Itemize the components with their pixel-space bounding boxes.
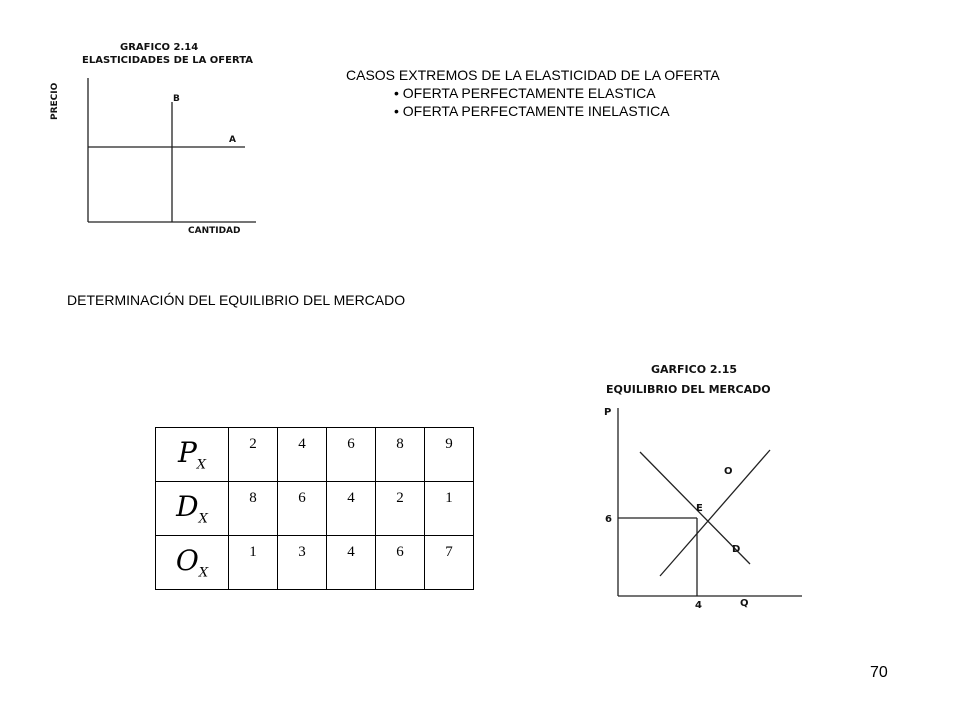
supply-symbol: O [175,544,199,578]
price-symbol: P [177,436,197,470]
figure-215-price-tick: 6 [605,514,612,525]
table-cell: 4 [278,428,327,482]
figure-215-x-axis-label: Q [740,598,749,609]
figure-214-y-axis-label: PRECIO [50,82,60,120]
table-cell: 9 [425,428,474,482]
table-cell: 6 [327,428,376,482]
figure-214-plot [60,70,270,245]
figure-214-title-line2: ELASTICIDADES DE LA OFERTA [82,55,254,66]
figure-215-y-axis-label: P [604,407,612,418]
table-cell: 6 [278,482,327,536]
table-row-demand [156,482,474,536]
row-header-supply [156,536,229,590]
figure-214-title-line1: GRAFICO 2.14 [120,42,199,53]
table-cell: 3 [278,536,327,590]
figure-214-x-axis-label: CANTIDAD [188,226,241,236]
figure-215-supply-line [660,450,770,576]
demand-subscript: X [198,511,208,527]
extremes-item-elastic: • OFERTA PERFECTAMENTE ELASTICA [394,85,656,101]
table-cell: 2 [229,428,278,482]
figure-215-title-line1: GARFICO 2.15 [651,363,738,376]
page-number: 70 [870,664,888,681]
demand-symbol: D [176,490,199,524]
figure-215-demand-label: D [732,544,741,555]
equilibrium-table [155,427,474,590]
table-cell: 2 [376,482,425,536]
figure-214-label-b: B [173,94,180,104]
table-cell: 1 [229,536,278,590]
table-row-supply [156,536,474,590]
row-header-price [156,428,229,482]
table-cell: 1 [425,482,474,536]
row-header-demand [156,482,229,536]
table-cell: 8 [376,428,425,482]
supply-subscript: X [198,565,209,581]
equilibrium-heading: DETERMINACIÓN DEL EQUILIBRIO DEL MERCADO [67,292,406,308]
table-cell: 4 [327,482,376,536]
figure-215-quantity-tick: 4 [695,600,702,611]
table-cell: 6 [376,536,425,590]
figure-215-equilibrium-label: E [696,503,703,514]
extremes-heading: CASOS EXTREMOS DE LA ELASTICIDAD DE LA OFERTA [346,67,720,83]
figure-215-title-line2: EQUILIBRIO DEL MERCADO [606,383,771,396]
figure-214-label-a: A [229,135,236,145]
price-subscript: X [196,457,207,473]
figure-215-supply-label: O [724,466,733,477]
table-cell: 4 [327,536,376,590]
figure-215-plot [600,400,815,615]
table-cell: 8 [229,482,278,536]
table-row-price [156,428,474,482]
extremes-item-inelastic: • OFERTA PERFECTAMENTE INELASTICA [394,103,670,119]
table-cell: 7 [425,536,474,590]
